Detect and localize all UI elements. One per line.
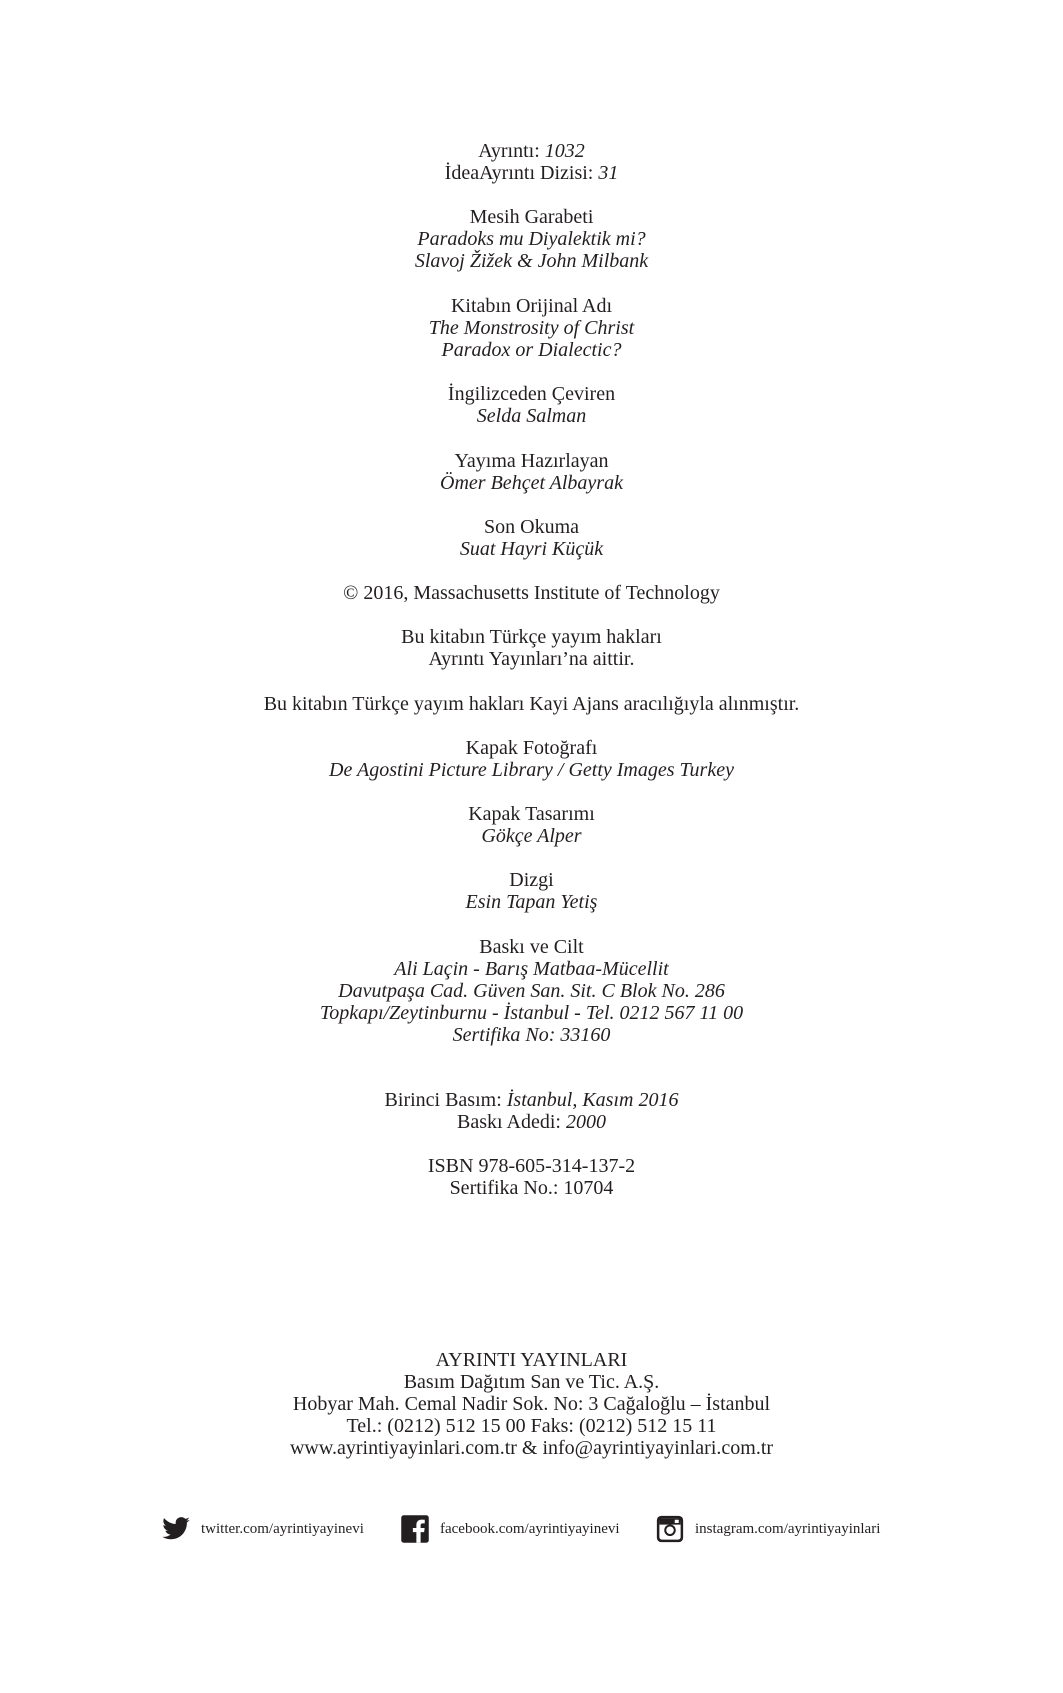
cover-photo-credit: De Agostini Picture Library / Getty Images Turkey [329, 759, 734, 781]
cover-design-block [0, 803, 1063, 847]
facebook-f-icon [400, 1514, 430, 1544]
instagram-camera-icon [655, 1514, 685, 1544]
print-run-label: Baskı Adedi: [457, 1111, 561, 1133]
social-links [0, 1512, 1063, 1546]
translator-block [0, 383, 1063, 427]
print-run-line [0, 1111, 1063, 1133]
series-label: Ayrıntı: [478, 140, 540, 162]
original-title-block [0, 295, 1063, 361]
proofreading-block [0, 516, 1063, 560]
series-number-line [0, 140, 1063, 162]
original-title: The Monstrosity of Christ [428, 317, 635, 339]
publisher-certificate: Sertifika No.: 10704 [449, 1177, 614, 1199]
book-title: Mesih Garabeti [469, 206, 594, 228]
subseries-label: İdeaAyrıntı Dizisi: [444, 162, 594, 184]
printer-certificate: Sertifika No: 33160 [452, 1024, 611, 1046]
printing-label: Baskı ve Cilt [479, 936, 584, 958]
facebook-link[interactable] [400, 1512, 620, 1546]
twitter-handle: twitter.com/ayrintiyayinevi [201, 1521, 364, 1537]
publisher-name: AYRINTI YAYINLARI [435, 1349, 628, 1371]
subseries-number-line [0, 162, 1063, 184]
rights-agency-line: Bu kitabın Türkçe yayım hakları Kayi Ajans aracılığıyla alınmıştır. [263, 693, 800, 715]
series-info [0, 140, 1063, 184]
first-edition-line [0, 1089, 1063, 1111]
facebook-handle: facebook.com/ayrintiyayinevi [440, 1521, 620, 1537]
typesetting-block [0, 869, 1063, 913]
book-authors: Slavoj Žižek & John Milbank [414, 250, 649, 272]
twitter-bird-icon [161, 1514, 191, 1544]
translator-name: Selda Salman [476, 405, 587, 427]
publisher-company: Basım Dağıtım San ve Tic. A.Ş. [403, 1371, 660, 1393]
book-title-block [0, 206, 1063, 272]
editor-block [0, 450, 1063, 494]
publisher-phone: Tel.: (0212) 512 15 00 Faks: (0212) 512 15 11 [346, 1415, 717, 1437]
isbn-number: ISBN 978-605-314-137-2 [427, 1155, 636, 1177]
rights-block [0, 626, 1063, 670]
instagram-link[interactable] [655, 1512, 895, 1546]
cover-photo-block [0, 737, 1063, 781]
first-edition-value: İstanbul, Kasım 2016 [506, 1089, 679, 1111]
original-subtitle: Paradox or Dialectic? [441, 339, 622, 361]
original-title-label: Kitabın Orijinal Adı [450, 295, 613, 317]
cover-design-name: Gökçe Alper [481, 825, 582, 847]
printer-address: Davutpaşa Cad. Güven San. Sit. C Blok No. 286 [338, 980, 725, 1002]
rights-agency-block [0, 693, 1063, 715]
copyright-notice: © 2016, Massachusetts Institute of Technology [343, 582, 720, 604]
edition-block [0, 1089, 1063, 1133]
typesetting-name: Esin Tapan Yetiş [465, 891, 598, 913]
editor-label: Yayıma Hazırlayan [454, 450, 609, 472]
first-edition-label: Birinci Basım: [384, 1089, 502, 1111]
cover-design-label: Kapak Tasarımı [468, 803, 595, 825]
rights-line-2: Ayrıntı Yayınları’na aittir. [428, 648, 635, 670]
publisher-web-email: www.ayrintiyayinlari.com.tr & info@ayrintiyayinlari.com.tr [289, 1437, 774, 1459]
cover-photo-label: Kapak Fotoğrafı [465, 737, 598, 759]
instagram-handle: instagram.com/ayrintiyayinlari [695, 1521, 881, 1537]
printer-name: Ali Laçin - Barış Matbaa-Mücellit [394, 958, 669, 980]
series-number: 1032 [544, 140, 585, 162]
proofreading-name: Suat Hayri Küçük [459, 538, 604, 560]
editor-name: Ömer Behçet Albayrak [440, 472, 623, 494]
rights-line-1: Bu kitabın Türkçe yayım hakları [401, 626, 662, 648]
printer-location-phone: Topkapı/Zeytinburnu - İstanbul - Tel. 0212 567 11 00 [319, 1002, 744, 1024]
printing-block [0, 936, 1063, 1046]
typesetting-label: Dizgi [509, 869, 554, 891]
isbn-block [0, 1155, 1063, 1199]
translator-label: İngilizceden Çeviren [447, 383, 616, 405]
publisher-address: Hobyar Mah. Cemal Nadir Sok. No: 3 Cağaloğlu – İstanbul [292, 1393, 771, 1415]
proofreading-label: Son Okuma [484, 516, 579, 538]
subseries-number: 31 [598, 162, 619, 184]
publisher-block [0, 1349, 1063, 1459]
book-subtitle: Paradoks mu Diyalektik mi? [417, 228, 646, 250]
twitter-link[interactable] [161, 1512, 364, 1546]
print-run-value: 2000 [565, 1111, 606, 1133]
copyright-block [0, 582, 1063, 604]
